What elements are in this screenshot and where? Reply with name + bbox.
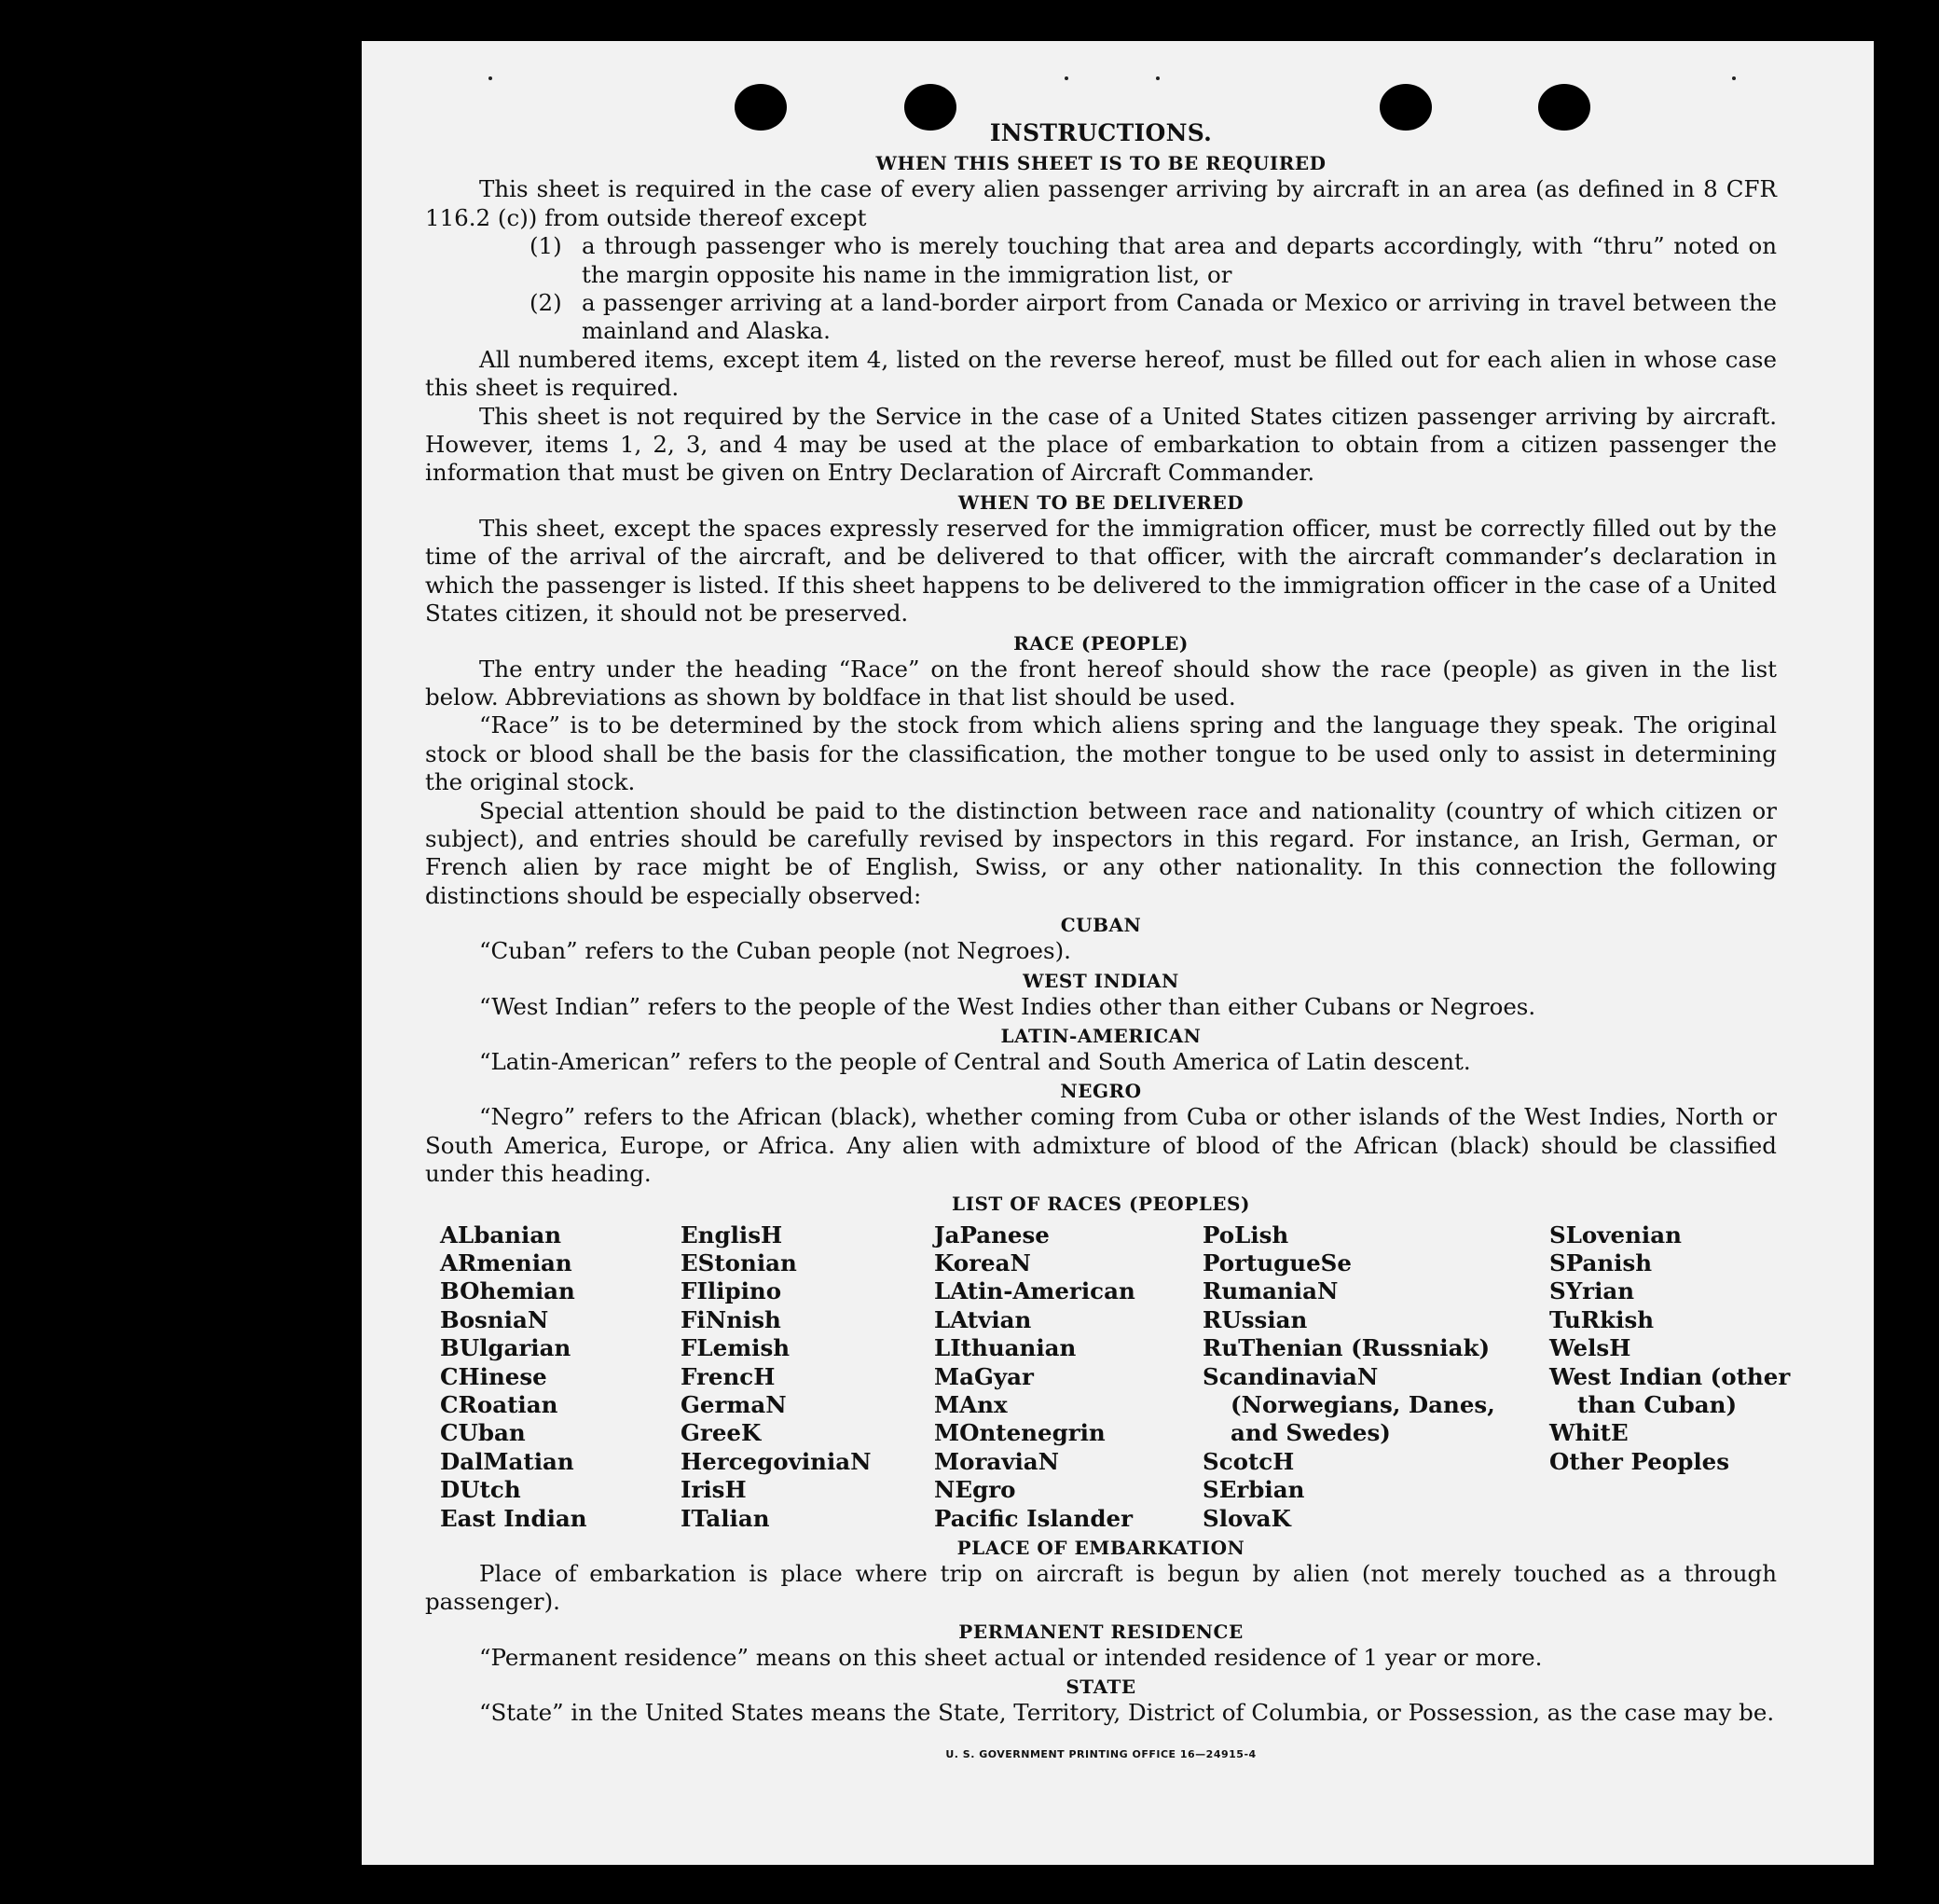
printer-imprint: U. S. GOVERNMENT PRINTING OFFICE 16—24915-4 — [945, 1747, 1257, 1760]
race-entry: ALbanian — [440, 1221, 562, 1249]
races-column — [934, 1221, 1203, 1533]
race-entry: DUtch — [440, 1476, 521, 1504]
race-entry: EStonian — [681, 1249, 797, 1276]
section-heading-west-indian: WEST INDIAN — [1023, 969, 1179, 992]
item-text: a through passenger who is merely touching that area and departs accordingly, with “thru” noted on the margin opposite his name in the immigration list, or — [582, 232, 1777, 288]
paragraph: “West Indian” refers to the people of the West Indies other than either Cubans or Negroes. — [479, 992, 1536, 1020]
race-entry: CHinese — [440, 1362, 547, 1390]
paragraph: “State” in the United States means the State, Territory, District of Columbia, or Possession, as the case may be. — [479, 1699, 1775, 1727]
race-entry: ScandinaviaN (Norwegians, Danes, and Swedes) — [1203, 1362, 1495, 1447]
race-entry: CUban — [440, 1419, 526, 1447]
race-entry: RuThenian (Russniak) — [1203, 1334, 1491, 1362]
race-entry: SLovenian — [1549, 1221, 1682, 1249]
item-number: (1) — [529, 232, 562, 260]
paragraph: This sheet is required in the case of every alien passenger arriving by aircraft in an area (as defined in 8 CFR 116.2 (c)) from outside thereof except — [425, 175, 1777, 231]
races-column — [1549, 1221, 1792, 1533]
race-entry: PortugueSe — [1203, 1249, 1352, 1276]
race-entry: BOhemian — [440, 1277, 575, 1305]
race-entry: BosniaN — [440, 1305, 549, 1333]
speck — [1065, 76, 1068, 80]
race-entry: WelsH — [1549, 1334, 1631, 1362]
race-entry: RUssian — [1203, 1305, 1308, 1333]
race-entry: LAtvian — [934, 1305, 1032, 1333]
paragraph: Place of embarkation is place where trip on aircraft is begun by alien (not merely touched as a through passenger). — [425, 1560, 1777, 1616]
race-entry: SPanish — [1549, 1249, 1653, 1276]
races-list — [425, 1221, 1791, 1533]
race-entry: WhitE — [1549, 1419, 1629, 1447]
race-entry: MOntenegrin — [934, 1419, 1106, 1447]
section-heading-races: LIST OF RACES (PEOPLES) — [952, 1192, 1250, 1215]
race-entry: FIlipino — [681, 1277, 782, 1305]
race-entry: LAtin-American — [934, 1277, 1135, 1305]
race-entry: SYrian — [1549, 1277, 1635, 1305]
races-column — [440, 1221, 681, 1533]
race-entry: NEgro — [934, 1476, 1016, 1504]
race-entry: East Indian — [440, 1504, 587, 1532]
section-heading-embarkation: PLACE OF EMBARKATION — [956, 1537, 1245, 1560]
races-column — [1203, 1221, 1549, 1533]
section-heading-delivered: WHEN TO BE DELIVERED — [957, 490, 1245, 514]
race-entry: SlovaK — [1203, 1504, 1291, 1532]
race-entry: ARmenian — [440, 1249, 572, 1276]
race-entry: EnglisH — [681, 1221, 783, 1249]
race-entry: PoLish — [1203, 1221, 1289, 1249]
paragraph: “Race” is to be determined by the stock from which aliens spring and the language they speak. The original stock or blood shall be the basis for the classification, the mother tongue to be used only to assist in determining the original stock. — [425, 711, 1777, 796]
race-entry: HercegoviniaN — [681, 1447, 872, 1475]
race-entry: RumaniaN — [1203, 1277, 1339, 1305]
paragraph: This sheet is not required by the Service in the case of a United States citizen passenger arriving by aircraft. However, items 1, 2, 3, and 4 may be used at the place of embarkation to obtain from a citizen passenger the information that must be given on Entry Declaration of Aircraft Commander. — [425, 402, 1777, 487]
document-sheet — [362, 41, 1874, 1865]
race-entry: SErbian — [1203, 1476, 1305, 1504]
race-entry: Pacific Islander — [934, 1504, 1133, 1532]
race-entry: JaPanese — [934, 1221, 1050, 1249]
section-heading-race: RACE (PEOPLE) — [1013, 631, 1189, 655]
race-entry: TuRkish — [1549, 1305, 1655, 1333]
section-heading-latin: LATIN-AMERICAN — [1000, 1024, 1202, 1047]
race-entry: MAnx — [934, 1391, 1008, 1419]
race-entry: ITalian — [681, 1504, 770, 1532]
race-entry: ScotcH — [1203, 1447, 1295, 1475]
section-heading-cuban: CUBAN — [1060, 914, 1142, 937]
section-heading-required: WHEN THIS SHEET IS TO BE REQUIRED — [875, 152, 1327, 175]
races-column — [681, 1221, 934, 1533]
paragraph: This sheet, except the spaces expressly reserved for the immigration officer, must be correctly filled out by the time of the arrival of the aircraft, and be delivered to that officer, with the aircraft commander’s declaration in which the passenger is listed. If this sheet happens to be delivered to the immigration officer in the case of a United States citizen, it should not be preserved. — [425, 514, 1777, 628]
section-heading-negro: NEGRO — [1060, 1080, 1142, 1103]
item-text: a passenger arriving at a land-border airport from Canada or Mexico or arriving in travel between the mainland and Alaska. — [582, 289, 1777, 345]
paragraph: “Permanent residence” means on this sheet actual or intended residence of 1 year or more. — [479, 1643, 1543, 1671]
speck — [1156, 76, 1160, 80]
paragraph: “Latin-American” refers to the people of Central and South America of Latin descent. — [479, 1047, 1471, 1075]
paragraph: Special attention should be paid to the distinction between race and nationality (country of which citizen or subject), and entries should be carefully revised by inspectors in this regard. For instance, an Irish, German, or French alien by race might be of English, Swiss, or any other nationality. In this connection the following distinctions should be especially observed: — [425, 796, 1777, 909]
race-entry: IrisH — [681, 1476, 747, 1504]
item-number: (2) — [529, 289, 562, 317]
paragraph: All numbered items, except item 4, listed on the reverse hereof, must be filled out for each alien in whose case this sheet is required. — [425, 345, 1777, 402]
race-entry: CRoatian — [440, 1391, 558, 1419]
paragraph: “Negro” refers to the African (black), whether coming from Cuba or other islands of the West Indies, North or South America, Europe, or Africa. Any alien with admixture of blood of the African (black) should be classified under this heading. — [425, 1103, 1777, 1188]
race-entry: LIthuanian — [934, 1334, 1077, 1362]
paragraph: The entry under the heading “Race” on the front hereof should show the race (people) as given in the list below. Abbreviations as shown by boldface in that list should be used. — [425, 655, 1777, 711]
speck — [488, 76, 492, 80]
race-entry: KoreaN — [934, 1249, 1031, 1276]
section-heading-state: STATE — [1066, 1676, 1136, 1699]
race-entry: FiNnish — [681, 1305, 781, 1333]
race-entry: DalMatian — [440, 1447, 574, 1475]
race-entry: FLemish — [681, 1334, 791, 1362]
race-entry: FrencH — [681, 1362, 776, 1390]
race-entry: MaGyar — [934, 1362, 1034, 1390]
speck — [1732, 76, 1736, 80]
section-heading-residence: PERMANENT RESIDENCE — [958, 1620, 1244, 1643]
page-title: INSTRUCTIONS. — [989, 119, 1213, 146]
race-entry: GermaN — [681, 1391, 787, 1419]
numbered-item — [425, 289, 1777, 346]
instructions-body — [425, 119, 1791, 1769]
race-entry: GreeK — [681, 1419, 762, 1447]
paragraph: “Cuban” refers to the Cuban people (not Negroes). — [479, 937, 1071, 965]
race-entry: West Indian (other than Cuban) — [1549, 1362, 1791, 1419]
race-entry: BUlgarian — [440, 1334, 571, 1362]
race-entry: Other Peoples — [1549, 1447, 1730, 1475]
numbered-item — [425, 232, 1777, 289]
race-entry: MoraviaN — [934, 1447, 1060, 1475]
